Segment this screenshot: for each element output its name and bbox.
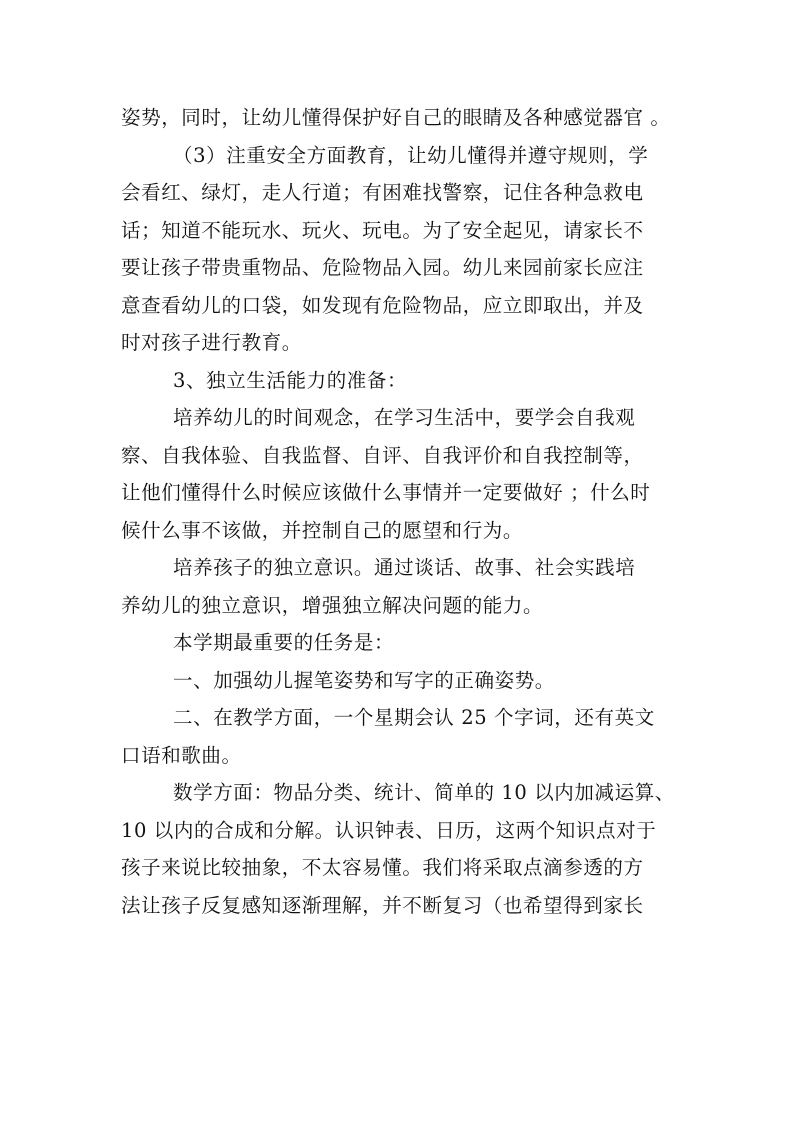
text-line: 候什么事不该做，并控制自己的愿望和行为。 [121,518,524,542]
list-item: 一、加强幼儿握笔姿势和写字的正确姿势。 [173,668,555,692]
text-line: 让他们懂得什么时候应该做什么事情并一定要做好 ；什么时 [121,481,651,504]
text-line: 法让孩子反复感知逐渐理解，并不断复习（也希望得到家长 [121,893,644,917]
text-line: 姿势，同时，让幼儿懂得保护好自己的眼睛及各种感觉器官 。 [121,106,671,129]
text-line: 本学期最重要的任务是： [173,631,395,654]
text-line: （3）注重安全方面教育，让幼儿懂得并遵守规则，学 [173,143,649,167]
text-line: 察、自我体验、自我监督、自评、自我评价和自我控制等， [121,443,644,467]
text-line: 时对孩子进行教育。 [121,331,302,354]
section-heading: 3、独立生活能力的准备： [173,368,408,392]
text-line: 培养幼儿的时间观念，在学习生活中，要学会自我观 [173,406,636,429]
text-line: 培养孩子的独立意识。通过谈话、故事、社会实践培 [173,556,636,579]
document-body [121,99,681,924]
text-line: 口语和歌曲。 [121,743,242,767]
text-line: 养幼儿的独立意识，增强独立解决问题的能力。 [121,593,544,617]
text-line: 要让孩子带贵重物品、危险物品入园。幼儿来园前家长应注 [121,256,644,279]
text-line: 10 以内的合成和分解。认识钟表、日历，这两个知识点对于 [121,818,657,842]
list-item: 二、在教学方面，一个星期会认 25 个字词，还有英文 [173,706,655,729]
text-line: 数学方面：物品分类、统计、简单的 10 以内加减运算、 [173,781,675,804]
text-line: 意查看幼儿的口袋，如发现有危险物品，应立即取出，并及 [121,293,644,317]
text-line: 话；知道不能玩水、玩火、玩电。为了安全起见，请家长不 [121,218,644,242]
text-line: 会看红、绿灯，走人行道；有困难找警察，记住各种急救电 [121,181,644,204]
text-line: 孩子来说比较抽象，不太容易懂。我们将采取点滴参透的方 [121,856,644,879]
